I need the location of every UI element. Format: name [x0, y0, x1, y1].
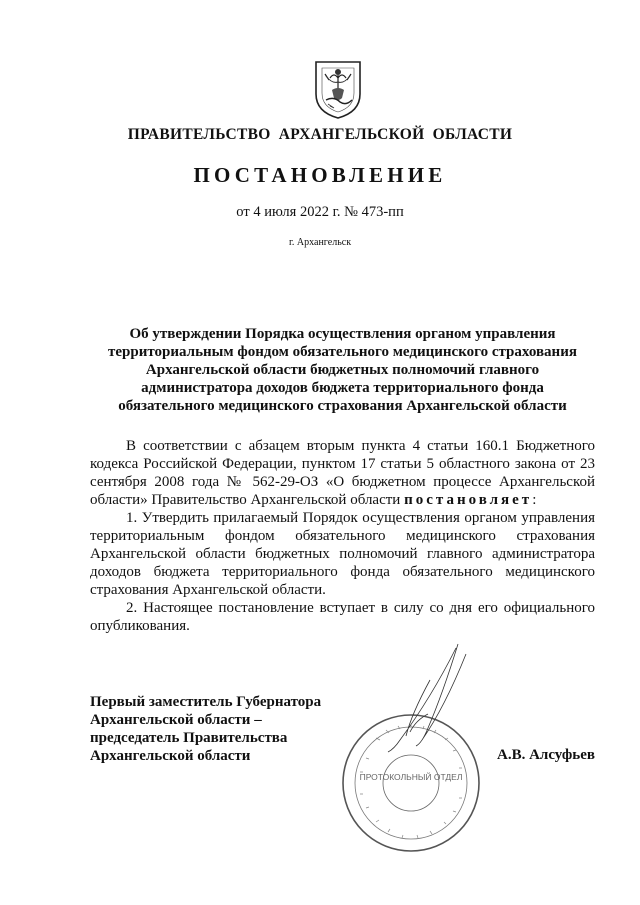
intro-text: В соответствии с абзацем вторым пункта 4 статьи 160.1 Бюджетного кодекса Российской Федерации, пунктом 17 статьи 5 областного закона от 23 сентября 2008 года № 562-29-ОЗ «О бюджетном процессе Архангельской области» Правительство Архангельской области	[90, 438, 595, 508]
position-line: Архангельской области –	[90, 712, 262, 728]
signer-name: А.В. Алсуфьев	[497, 747, 595, 763]
subject-line: территориальным фондом обязательного медицинского страхования	[108, 344, 577, 360]
city-label: г. Архангельск	[288, 237, 352, 248]
handwritten-signature	[370, 640, 480, 760]
subject-line: обязательного медицинского страхования Архангельской области	[118, 398, 567, 414]
document-body	[90, 437, 595, 635]
position-line: Первый заместитель Губернатора	[90, 694, 322, 710]
decree-word: постановляет	[404, 492, 533, 508]
subject-line: администратора доходов бюджета территориального фонда	[141, 380, 544, 396]
subject-line: Архангельской области бюджетных полномочий главного	[145, 362, 540, 378]
document-subject	[90, 325, 595, 415]
subject-line: Об утверждении Порядка осуществления органом управления	[129, 326, 556, 342]
decree-colon: :	[532, 492, 537, 508]
item-2-paragraph: 2. Настоящее постановление вступает в силу со дня его официального опубликования.	[90, 600, 595, 634]
position-line: председатель Правительства	[90, 730, 288, 746]
coat-of-arms-emblem	[312, 58, 364, 120]
intro-paragraph	[90, 437, 595, 509]
government-name: ПРАВИТЕЛЬСТВО АРХАНГЕЛЬСКОЙ ОБЛАСТИ	[127, 126, 513, 143]
item-1-paragraph: 1. Утвердить прилагаемый Порядок осуществления органом управления территориальным фондом обязательного медицинского страхования Архангельской области бюджетных полномочий главного администратора доходов бюджета территориального фонда обязательного медицинского страхования Архангельской области.	[90, 510, 595, 598]
stamp-text: ПРОТОКОЛЬНЫЙ ОТДЕЛ	[359, 772, 463, 782]
position-line: Архангельской области	[90, 748, 251, 764]
signer-position	[90, 693, 321, 765]
date-and-number: от 4 июля 2022 г. № 473-пп	[236, 204, 404, 220]
document-type-title: ПОСТАНОВЛЕНИЕ	[193, 163, 447, 187]
